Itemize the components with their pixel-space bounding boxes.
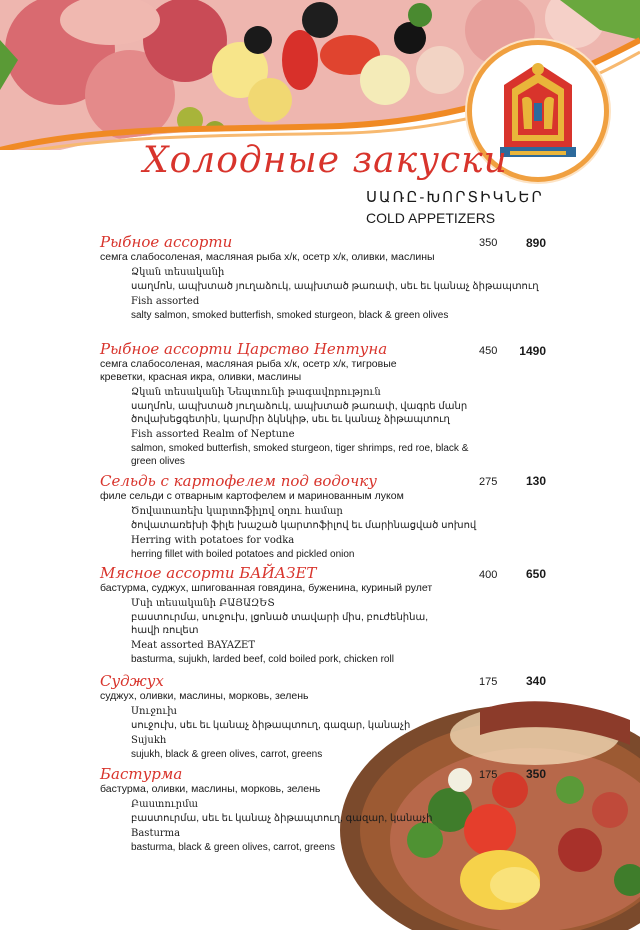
item-weight: 175	[479, 769, 498, 781]
menu-item	[100, 233, 570, 322]
item-desc-hy: սաղմոն, ապխտած յուղաձուկ, ապխտած թառափ, վագրե մանր ծովախեցգետին, կարմիր ձկնկիթ, սեւ եւ կանաչ ձիթապտուղ	[131, 401, 468, 425]
item-desc-hy: բաստուրմա, սուջուխ, լցոնած տավարի միս, բուժենինա, հավի ռուլետ	[131, 612, 428, 636]
item-desc-en: sujukh, black & green olives, carrot, greens	[131, 749, 323, 760]
item-price: 130	[525, 474, 546, 488]
menu-item	[100, 765, 570, 854]
item-desc-ru: семга слабосоленая, масляная рыба х/к, осетр х/к, оливки, маслины	[100, 251, 435, 263]
item-price: 650	[525, 567, 546, 581]
item-desc-en: salmon, smoked butterfish, smoked sturgeon, tiger shrimps, red roe, black & green olives	[131, 443, 469, 467]
item-weight: 450	[479, 345, 498, 357]
item-weight: 175	[479, 676, 498, 688]
page-title-hy: ՍԱՌԸ-ԽՈՐՏԻԿՆԵՐ	[366, 189, 544, 206]
item-weight: 275	[479, 476, 498, 488]
item-name-en: Fish assorted	[131, 296, 200, 307]
item-desc-ru: бастурма, оливки, маслины, морковь, зелень	[100, 783, 321, 795]
item-price: 340	[525, 674, 546, 688]
page-title-en: COLD APPETIZERS	[366, 210, 496, 226]
item-name-ru: Рыбное ассорти	[100, 233, 233, 251]
item-desc-hy: ծովատառեխի ֆիլե խաշած կարտոֆիլով եւ մարինացված սոխով	[131, 520, 477, 531]
item-name-hy: Ձկան տեսականի Նեպտունի թագավորություն	[131, 387, 381, 398]
item-name-en: Fish assorted Realm of Neptune	[131, 429, 295, 440]
item-desc-hy: սուջուխ, սեւ եւ կանաչ ձիթապտուղ, գազար, կանաչի	[131, 720, 411, 731]
item-name-hy: Մսի տեսականի ԲԱՅԱԶԵՏ	[131, 598, 275, 609]
item-name-ru: Мясное ассорти БАЙАЗЕТ	[100, 564, 317, 582]
item-desc-en: basturma, sujukh, larded beef, cold boiled pork, chicken roll	[131, 654, 394, 665]
menu-item	[100, 672, 570, 761]
item-desc-hy: բաստուրմա, սեւ եւ կանաչ ձիթապտուղ, գազար, կանաչի	[131, 813, 433, 824]
menu-item	[100, 564, 570, 666]
item-name-en: Basturma	[131, 828, 181, 839]
item-weight: 350	[479, 237, 498, 249]
item-name-en: Sujukh	[131, 735, 167, 746]
item-name-ru: Рыбное ассорти Царство Нептуна	[100, 340, 388, 358]
item-name-hy: Բաստուրմա	[131, 799, 199, 810]
item-name-en: Meat assorted BAYAZET	[131, 640, 255, 651]
item-desc-ru: семга слабосоленая, масляная рыба х/к, осетр х/к, тигровые креветки, красная икра, оливки, маслины	[100, 358, 397, 383]
item-price: 890	[525, 236, 546, 250]
item-name-ru: Суджух	[100, 672, 164, 690]
item-name-hy: Ձկան տեսականի	[131, 267, 225, 278]
item-name-ru: Сельдь с картофелем под водочку	[100, 472, 377, 490]
item-desc-en: herring fillet with boiled potatoes and pickled onion	[131, 549, 355, 560]
item-name-hy: Սուջուխ	[131, 706, 177, 717]
menu-item	[100, 340, 570, 468]
item-name-ru: Бастурма	[100, 765, 183, 783]
item-desc-ru: бастурма, суджух, шпигованная говядина, буженина, куриный рулет	[100, 582, 433, 594]
item-desc-en: basturma, black & green olives, carrot, greens	[131, 842, 335, 853]
item-price: 350	[525, 767, 546, 781]
item-name-en: Herring with potatoes for vodka	[131, 535, 295, 546]
item-desc-en: salty salmon, smoked butterfish, smoked sturgeon, black & green olives	[131, 310, 449, 321]
page-title-ru: Холодные закуски	[143, 140, 508, 181]
menu-item	[100, 472, 570, 561]
item-desc-hy: սաղմոն, ապխտած յուղաձուկ, ապխտած թառափ, սեւ եւ կանաչ ձիթապտուղ	[131, 281, 539, 292]
item-desc-ru: филе сельди с отварным картофелем и маринованным луком	[100, 490, 404, 502]
item-desc-ru: суджух, оливки, маслины, морковь, зелень	[100, 690, 309, 702]
item-price: 1490	[519, 344, 546, 358]
item-weight: 400	[479, 569, 498, 581]
item-name-hy: Ծովատառեխ կարտոֆիլով օղու համար	[131, 506, 343, 517]
